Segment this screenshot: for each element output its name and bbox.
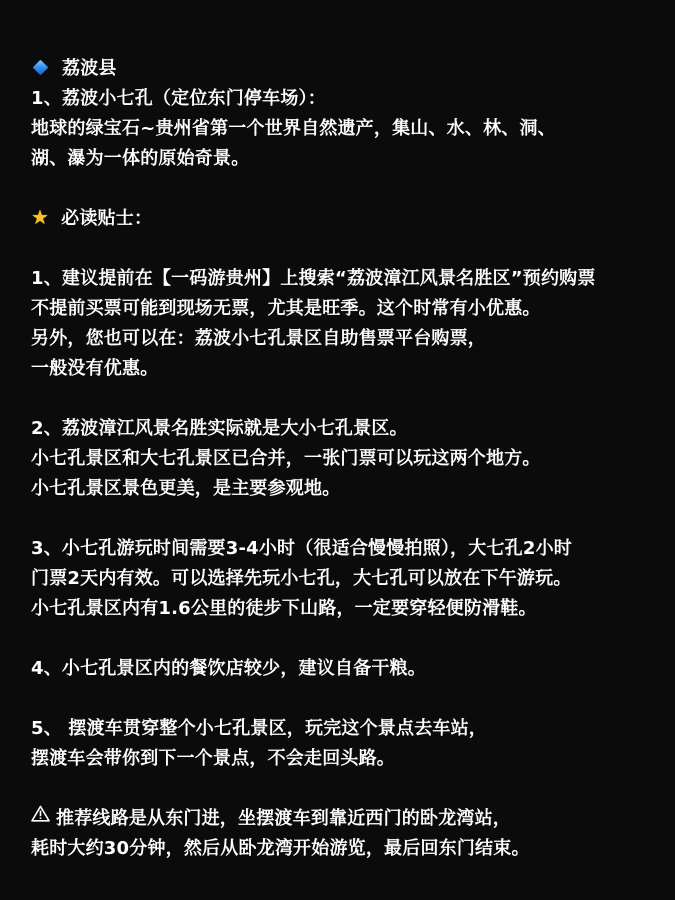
warning-text: 推荐线路是从东门进，坐摆渡车到靠近西门的卧龙湾站， (56, 808, 511, 829)
tip-2-line: 2、荔波漳江风景名胜实际就是大小七孔景区。 (31, 418, 408, 439)
spacer (31, 624, 651, 654)
intro-line: 地球的绿宝石~贵州省第一个世界自然遗产，集山、水、林、洞、 (31, 118, 556, 139)
blue-diamond-icon (33, 59, 49, 75)
spacer (31, 384, 651, 414)
spacer (31, 504, 651, 534)
heading-line (31, 54, 651, 84)
tip-2-line: 小七孔景区景色更美，是主要参观地。 (31, 478, 341, 499)
tip-5-line: 摆渡车会带你到下一个景点，不会走回头路。 (31, 748, 395, 769)
note-content (31, 54, 651, 864)
spacer (31, 234, 651, 264)
tips-heading (31, 204, 651, 234)
tip-1-line: 1、建议提前在【一码游贵州】上搜索“荔波漳江风景名胜区”预约购票 (31, 268, 596, 289)
tip-2-line: 小七孔景区和大七孔景区已合并，一张门票可以玩这两个地方。 (31, 448, 541, 469)
tip-3-line: 门票2天内有效。可以选择先玩小七孔，大七孔可以放在下午游玩。 (31, 568, 572, 589)
warning-line: 耗时大约30分钟，然后从卧龙湾开始游览，最后回东门结束。 (31, 838, 530, 859)
warning-line (31, 804, 651, 834)
intro-line: 湖、瀑为一体的原始奇景。 (31, 148, 250, 169)
star-icon: ★ (31, 205, 50, 229)
tip-4-line: 4、小七孔景区内的餐饮店较少，建议自备干粮。 (31, 658, 426, 679)
tips-title: 必读贴士： (61, 208, 153, 229)
intro-title: 1、荔波小七孔（定位东门停车场）： (31, 88, 326, 109)
heading-text: 荔波县 (62, 58, 117, 79)
tip-3-line: 3、小七孔游玩时间需要3-4小时（很适合慢慢拍照），大七孔2小时 (31, 538, 572, 559)
spacer (31, 684, 651, 714)
spacer (31, 774, 651, 804)
spacer (31, 174, 651, 204)
tip-1-line: 一般没有优惠。 (31, 358, 159, 379)
tip-3-line: 小七孔景区内有1.6公里的徒步下山路，一定要穿轻便防滑鞋。 (31, 598, 537, 619)
tip-5-line: 5、 摆渡车贯穿整个小七孔景区，玩完这个景点去车站， (31, 718, 487, 739)
tip-1-line: 另外，您也可以在：荔波小七孔景区自助售票平台购票， (31, 328, 486, 349)
warning-icon (31, 802, 50, 832)
tip-1-line: 不提前买票可能到现场无票，尤其是旺季。这个时常有小优惠。 (31, 298, 541, 319)
